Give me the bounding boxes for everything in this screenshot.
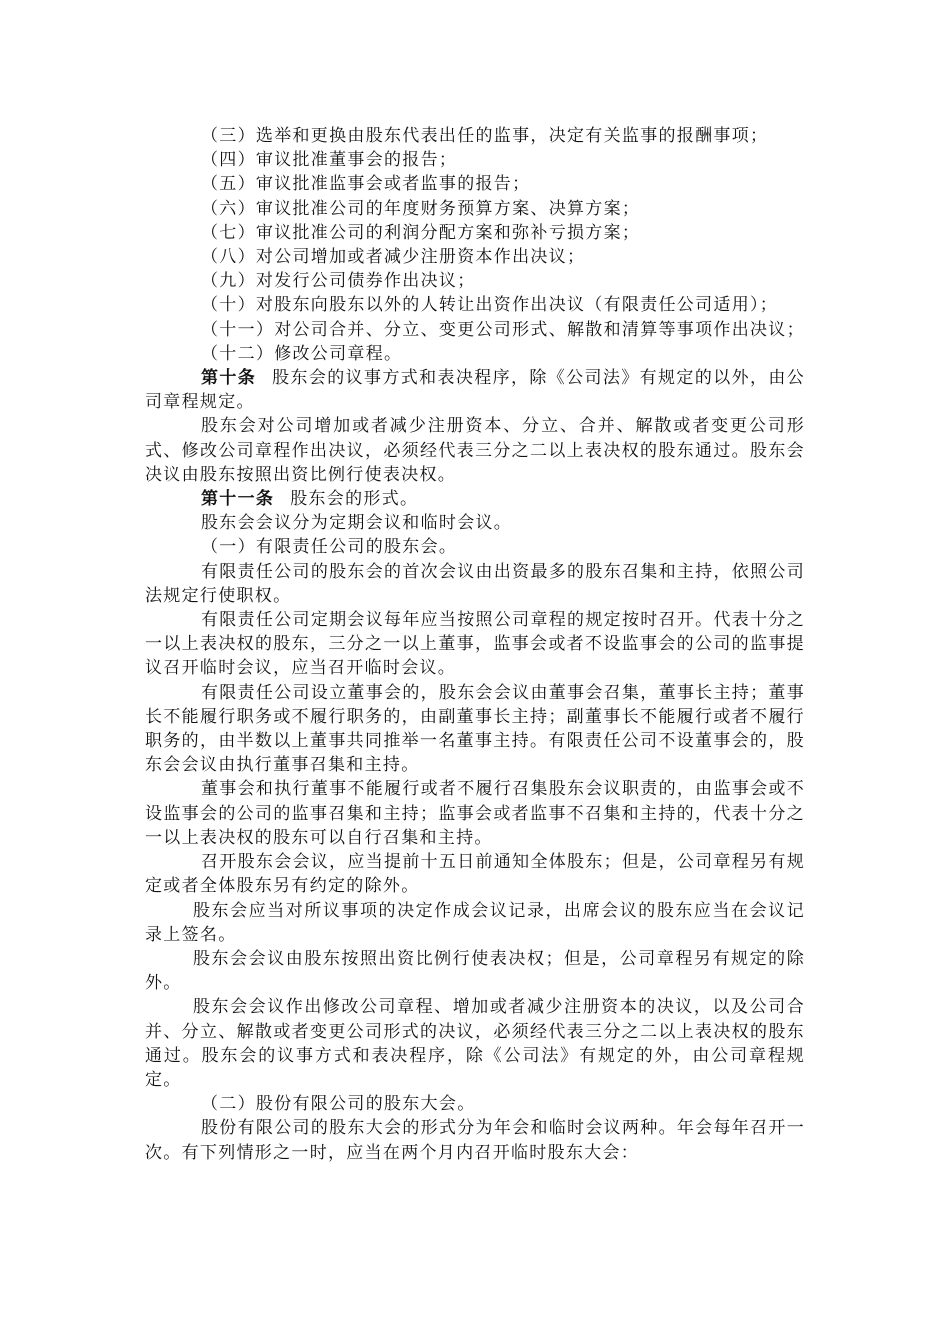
paragraph-text: 股东会的形式。 (290, 489, 419, 510)
paragraph (145, 221, 805, 245)
paragraph-text: （十）对股东向股东以外的人转让出资作出决议（有限责任公司适用）； (201, 295, 779, 316)
paragraph (145, 560, 805, 608)
paragraph-text: （二）股份有限公司的股东大会。 (201, 1094, 476, 1115)
paragraph (145, 269, 805, 293)
paragraph (145, 148, 805, 172)
paragraph (145, 197, 805, 221)
paragraph (145, 414, 805, 487)
paragraph (145, 511, 805, 535)
article-number: 第十一条 (201, 489, 275, 510)
paragraph (145, 1116, 805, 1164)
paragraph (145, 995, 805, 1092)
paragraph (145, 899, 805, 947)
paragraph (145, 850, 805, 898)
paragraph (145, 1092, 805, 1116)
paragraph-text: 股东会应当对所议事项的决定作成会议记录，出席会议的股东应当在会议记录上签名。 (145, 900, 805, 945)
paragraph (145, 535, 805, 559)
paragraph-text: 股东会会议分为定期会议和临时会议。 (201, 513, 513, 534)
paragraph (145, 245, 805, 269)
paragraph-text: （四）审议批准董事会的报告； (201, 150, 458, 171)
paragraph (145, 681, 805, 778)
paragraph (145, 318, 805, 342)
paragraph-text: （一）有限责任公司的股东会。 (201, 537, 458, 558)
paragraph (145, 608, 805, 681)
paragraph-text: （六）审议批准公司的年度财务预算方案、决算方案； (201, 198, 641, 219)
paragraph-text: 有限责任公司设立董事会的，股东会会议由董事会召集，董事长主持；董事长不能履行职务或不履行职务的，由副董事长主持；副董事长不能履行或者不履行职务的，由半数以上董事共同推举一名董事主持。有限责任公司不设董事会的，股东会会议由执行董事召集和主持。 (145, 682, 805, 776)
article-paragraph (145, 487, 805, 511)
paragraph (145, 342, 805, 366)
paragraph-text: （十一）对公司合并、分立、变更公司形式、解散和清算等事项作出决议； (201, 319, 805, 340)
paragraph-text: 有限责任公司的股东会的首次会议由出资最多的股东召集和主持，依照公司法规定行使职权。 (145, 561, 805, 606)
paragraph-text: 股东会会议作出修改公司章程、增加或者减少注册资本的决议，以及公司合并、分立、解散或者变更公司形式的决议，必须经代表三分之二以上表决权的股东通过。股东会的议事方式和表决程序，除《公司法》有规定的外，由公司章程规定。 (145, 997, 805, 1090)
paragraph-text: （八）对公司增加或者减少注册资本作出决议； (201, 247, 586, 268)
paragraph-text: 股东会会议由股东按照出资比例行使表决权；但是，公司章程另有规定的除外。 (145, 948, 805, 994)
paragraph (145, 293, 805, 317)
paragraph (145, 124, 805, 148)
paragraph-text: （九）对发行公司债券作出决议； (201, 271, 476, 292)
paragraph-text: （十二）修改公司章程。 (201, 343, 403, 364)
article-paragraph (145, 366, 805, 414)
paragraph-text: （七）审议批准公司的利润分配方案和弥补亏损方案； (201, 222, 641, 243)
paragraph-text: 有限责任公司定期会议每年应当按照公司章程的规定按时召开。代表十分之一以上表决权的股东，三分之一以上董事，监事会或者不设监事会的公司的监事提议召开临时会议，应当召开临时会议。 (145, 610, 805, 679)
article-number: 第十条 (201, 368, 257, 389)
paragraph-text: 股东会对公司增加或者减少注册资本、分立、合并、解散或者变更公司形式、修改公司章程作出决议，必须经代表三分之二以上表决权的股东通过。股东会决议由股东按照出资比例行使表决权。 (145, 416, 805, 485)
paragraph-text: 股份有限公司的股东大会的形式分为年会和临时会议两种。年会每年召开一次。有下列情形之一时，应当在两个月内召开临时股东大会： (145, 1118, 805, 1163)
paragraph-text: （五）审议批准监事会或者监事的报告； (201, 174, 531, 195)
document-body (145, 124, 805, 1165)
paragraph-text: 股东会的议事方式和表决程序，除《公司法》有规定的以外，由公司章程规定。 (145, 368, 805, 413)
paragraph (145, 777, 805, 850)
paragraph-text: 董事会和执行董事不能履行或者不履行召集股东会议职责的，由监事会或不设监事会的公司的监事召集和主持；监事会或者监事不召集和主持的，代表十分之一以上表决权的股东可以自行召集和主持。 (145, 779, 805, 848)
paragraph (145, 947, 805, 995)
paragraph-text: 召开股东会会议，应当提前十五日前通知全体股东；但是，公司章程另有规定或者全体股东另有约定的除外。 (145, 852, 805, 897)
paragraph (145, 172, 805, 196)
paragraph-text: （三）选举和更换由股东代表出任的监事，决定有关监事的报酬事项； (201, 126, 769, 146)
